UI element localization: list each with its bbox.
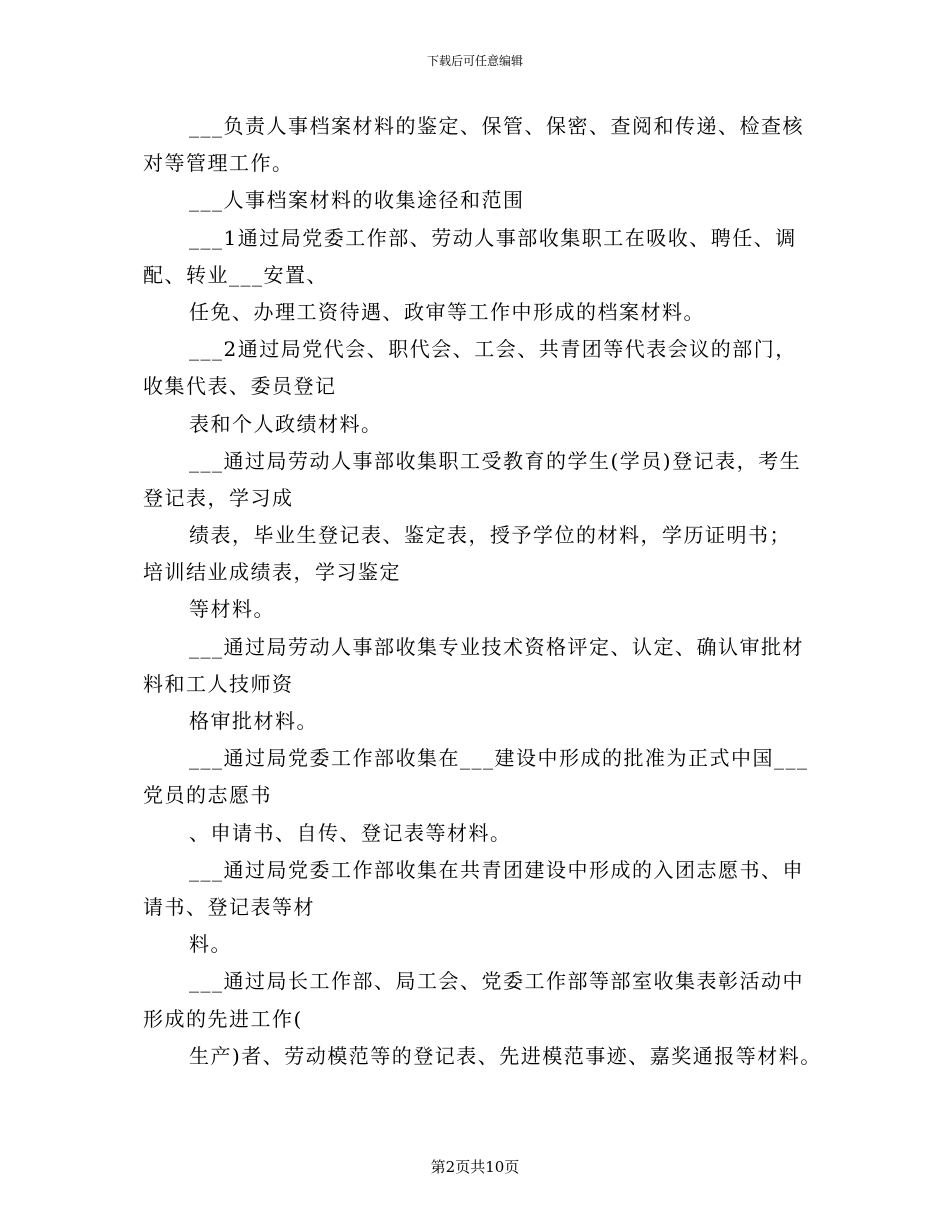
text-line: ___2通过局党代会、职代会、工会、共青团等代表会议的部门， — [189, 337, 797, 362]
text-line: 党员的志愿书 — [143, 783, 272, 808]
page-number: 第2页共10页 — [430, 1158, 520, 1176]
text-line: 绩表，毕业生登记表、鉴定表，授予学位的材料，学历证明书； — [189, 523, 791, 548]
text-line: 等材料。 — [189, 597, 275, 622]
header-note: 下载后可任意编辑 — [426, 54, 523, 68]
text-line: 配、转业___安置、 — [143, 262, 328, 287]
text-line: 表和个人政绩材料。 — [189, 411, 383, 436]
text-line: 请书、登记表等材 — [143, 894, 315, 919]
text-line: 收集代表、委员登记 — [143, 374, 337, 399]
text-line: 料。 — [189, 932, 232, 957]
text-line: ___人事档案材料的收集途径和范围 — [189, 188, 525, 213]
text-line: ___通过局党委工作部收集在___建设中形成的批准为正式中国___ — [189, 746, 809, 771]
text-line: 登记表，学习成 — [143, 485, 294, 510]
text-line: 形成的先进工作( — [143, 1006, 303, 1031]
text-line: 任免、办理工资待遇、政审等工作中形成的档案材料。 — [189, 299, 705, 324]
text-line: ___负责人事档案材料的鉴定、保管、保密、查阅和传递、检查核 — [189, 114, 804, 138]
text-line: 、申请书、自传、登记表等材料。 — [189, 820, 512, 845]
text-line: 对等管理工作。 — [143, 151, 294, 176]
text-line: ___通过局党委工作部收集在共青团建设中形成的入团志愿书、申 — [189, 857, 804, 882]
text-line: 格审批材料。 — [189, 709, 318, 733]
text-line: 料和工人技师资 — [143, 671, 294, 696]
text-line: 培训结业成绩表，学习鉴定 — [143, 560, 401, 585]
text-line: ___通过局劳动人事部收集专业技术资格评定、认定、确认审批材 — [189, 634, 804, 659]
text-line: ___1通过局党委工作部、劳动人事部收集职工在吸收、聘任、调 — [189, 225, 797, 250]
text-line: ___通过局劳动人事部收集职工受教育的学生(学员)登记表，考生 — [189, 448, 802, 473]
text-line: ___通过局长工作部、局工会、党委工作部等部室收集表彰活动中 — [189, 969, 804, 994]
document-body — [143, 108, 833, 1075]
text-line: 生产)者、劳动模范等的登记表、先进模范事迹、嘉奖通报等材料。 — [189, 1043, 822, 1068]
